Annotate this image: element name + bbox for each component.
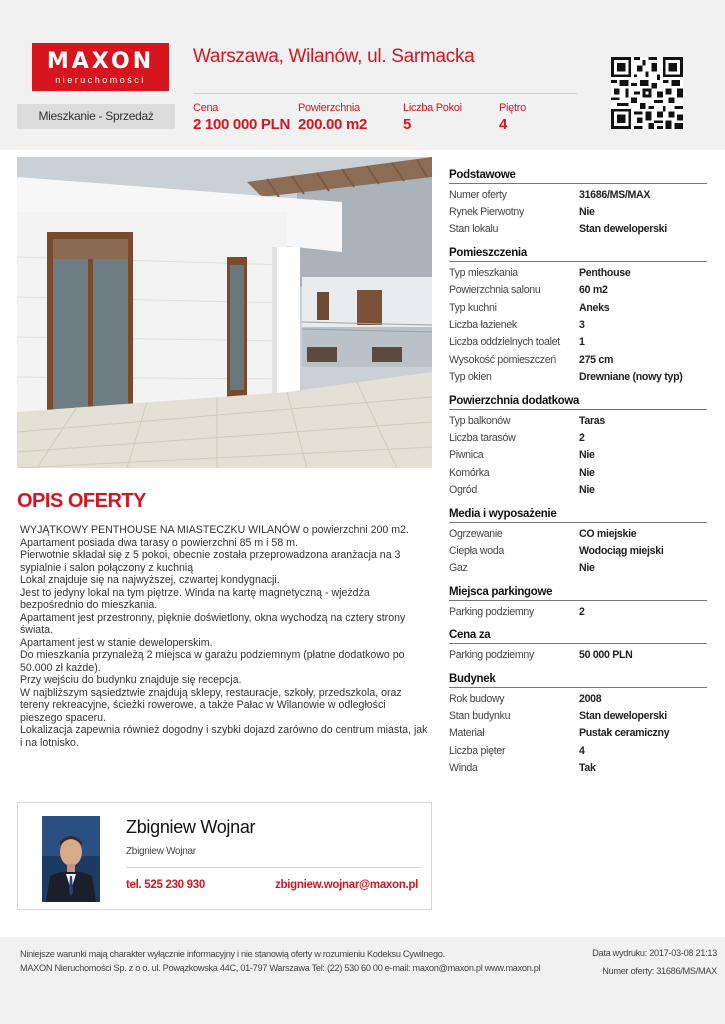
description-paragraph: Lokalizacja zapewnia również dogodny i szybki dojazd zarówno do centrum miasta, jak i na lotnisko. — [20, 724, 428, 749]
spec-row — [449, 560, 707, 577]
spec-row — [449, 412, 707, 429]
specs-section-title: Podstawowe — [449, 169, 707, 184]
stat-value: 200.00 m2 — [298, 116, 368, 133]
agent-card — [17, 802, 432, 910]
maxon-logo[interactable] — [32, 43, 169, 91]
agent-subtitle: Zbigniew Wojnar — [126, 846, 196, 857]
specs-section-title: Media i wyposażenie — [449, 508, 707, 523]
spec-row — [449, 707, 707, 724]
stat-price — [193, 102, 290, 133]
description-paragraph: Do mieszkania przynależą 2 miejsca w garażu podziemnym (płatne dodatkowo po 50.000 zł każde). — [20, 649, 405, 674]
stat-value: 5 — [403, 116, 412, 133]
spec-row — [449, 725, 707, 742]
description-paragraph: Apartament posiada dwa tarasy o powierzchni 85 m i 58 m. — [20, 536, 298, 549]
spec-key: Numer oferty — [449, 188, 507, 201]
agent-phone-link[interactable]: tel. 525 230 930 — [126, 879, 205, 891]
specs-section-title: Powierzchnia dodatkowa — [449, 395, 707, 410]
spec-row — [449, 186, 707, 203]
spec-value: 31686/MS/MAX — [579, 188, 651, 201]
stat-label: Liczba Pokoi — [403, 102, 462, 114]
footer-offer-number: Numer oferty: 31686/MS/MAX — [602, 966, 717, 976]
spec-row — [449, 203, 707, 220]
footer-company-info: MAXON Nieruchomości Sp. z o o. ul. Powązkowska 44C, 01-797 Warszawa Tel: (22) 530 60 00 e-mail: maxon@maxon.pl www.maxon.pl — [20, 963, 541, 973]
spec-key: Liczba pięter — [449, 744, 506, 757]
spec-key: Ogrzewanie — [449, 527, 503, 540]
spec-value: 2008 — [579, 692, 602, 705]
spec-row — [449, 447, 707, 464]
spec-row — [449, 221, 707, 238]
description-paragraph: Apartament jest w stanie deweloperskim. — [20, 636, 213, 649]
stat-label: Powierzchnia — [298, 102, 360, 114]
stat-area — [298, 102, 367, 133]
spec-value: Tak — [579, 762, 596, 775]
spec-row — [449, 369, 707, 386]
offer-location: Warszawa, Wilanów, ul. Sarmacka — [193, 46, 475, 67]
specs-section-title: Miejsca parkingowe — [449, 586, 707, 601]
description-paragraph: W najbliższym sąsiedztwie znajdują sklepy, restauracje, szkoły, przedszkola, oraz tereny rekreacyjne, ścieżki rowerowe, a także Pałac w Wilanowie w odległości pieszego spaceru. — [20, 686, 402, 724]
spec-row — [449, 429, 707, 446]
spec-key: Liczba tarasów — [449, 431, 516, 444]
spec-row — [449, 464, 707, 481]
spec-key: Liczba łazienek — [449, 319, 517, 332]
footer-disclaimer: Niniejsze warunki mają charakter wyłącznie informacyjny i nie stanowią oferty w rozumieniu Kodeksu Cywilnego. — [20, 949, 445, 959]
spec-key: Typ okien — [449, 371, 492, 384]
spec-value: 60 m2 — [579, 284, 608, 297]
spec-row — [449, 481, 707, 498]
header-divider — [193, 93, 577, 94]
spec-key: Liczba oddzielnych toalet — [449, 336, 560, 349]
spec-key: Parking podziemny — [449, 649, 534, 662]
spec-key: Materiał — [449, 727, 485, 740]
spec-value: Taras — [579, 414, 605, 427]
spec-key: Powierzchnia salonu — [449, 284, 541, 297]
stat-label: Piętro — [499, 102, 526, 114]
spec-value: 275 cm — [579, 353, 614, 366]
spec-row — [449, 351, 707, 368]
spec-value: 1 — [579, 336, 585, 349]
spec-value: Nie — [579, 484, 595, 497]
specs-section-title: Budynek — [449, 673, 707, 688]
spec-key: Ogród — [449, 484, 477, 497]
spec-value: Wodociąg miejski — [579, 544, 664, 557]
spec-value: Nie — [579, 562, 595, 575]
spec-key: Typ balkonów — [449, 414, 511, 427]
spec-row — [449, 316, 707, 333]
spec-key: Stan budynku — [449, 709, 511, 722]
spec-value: Stan deweloperski — [579, 709, 667, 722]
logo-subtitle: nieruchomości — [55, 75, 146, 85]
spec-value: Aneks — [579, 301, 610, 314]
spec-value: Nie — [579, 206, 595, 219]
stat-floor — [499, 102, 526, 133]
spec-key: Komórka — [449, 466, 490, 479]
offer-type-badge: Mieszkanie - Sprzedaż — [17, 104, 175, 129]
spec-value: 4 — [579, 744, 585, 757]
description-paragraph: Pierwotnie składał się z 5 pokoi, obecnie została przeprowadzona aranżacja na 3 sypialnie i salon połączony z kuchnią — [20, 549, 401, 574]
spec-value: 2 — [579, 431, 585, 444]
specs-section-title: Pomieszczenia — [449, 247, 707, 262]
spec-key: Wysokość pomieszczeń — [449, 353, 556, 366]
description-paragraph: Jest to jedyny lokal na tym piętrze. Winda na kartę magnetyczną - wjeżdża bezpośrednio do mieszkania. — [20, 586, 370, 611]
description-title: OPIS OFERTY — [17, 490, 146, 512]
description-body — [20, 524, 430, 749]
spec-row — [449, 742, 707, 759]
agent-divider — [126, 867, 421, 868]
spec-key: Parking podziemny — [449, 605, 534, 618]
spec-key: Gaz — [449, 562, 468, 575]
spec-row — [449, 525, 707, 542]
spec-row — [449, 282, 707, 299]
spec-value: Pustak ceramiczny — [579, 727, 670, 740]
spec-row — [449, 646, 707, 663]
spec-key: Typ kuchni — [449, 301, 497, 314]
spec-key: Ciepła woda — [449, 544, 505, 557]
agent-name: Zbigniew Wojnar — [126, 817, 256, 837]
property-photo[interactable] — [17, 157, 432, 468]
qr-code-icon[interactable] — [610, 57, 684, 129]
spec-row — [449, 542, 707, 559]
spec-row — [449, 264, 707, 281]
spec-value: 50 000 PLN — [579, 649, 633, 662]
stat-value: 2 100 000 PLN — [193, 116, 290, 133]
spec-value: 3 — [579, 319, 585, 332]
description-paragraph: Przy wejściu do budynku znajduje się recepcja. — [20, 674, 242, 686]
header-band — [0, 0, 725, 150]
agent-avatar — [42, 816, 100, 902]
spec-row — [449, 603, 707, 620]
spec-value: Stan deweloperski — [579, 223, 667, 236]
description-paragraph: Apartament jest przestronny, pięknie doświetlony, okna wychodzą na cztery strony świata. — [20, 611, 406, 636]
footer-print-date: Data wydruku: 2017-03-08 21:13 — [592, 948, 717, 958]
stat-rooms — [403, 102, 462, 133]
spec-value: CO miejskie — [579, 527, 637, 540]
spec-row — [449, 690, 707, 707]
spec-key: Winda — [449, 762, 478, 775]
spec-row — [449, 334, 707, 351]
spec-value: Drewniane (nowy typ) — [579, 371, 683, 384]
footer — [0, 937, 725, 1024]
spec-row — [449, 759, 707, 776]
spec-key: Piwnica — [449, 449, 484, 462]
spec-key: Stan lokalu — [449, 223, 499, 236]
spec-value: Nie — [579, 466, 595, 479]
stat-label: Cena — [193, 102, 219, 114]
spec-value: Nie — [579, 449, 595, 462]
spec-row — [449, 299, 707, 316]
stat-value: 4 — [499, 116, 508, 133]
spec-value: 2 — [579, 605, 585, 618]
spec-value: Penthouse — [579, 266, 631, 279]
logo-brand: MAXON — [46, 49, 155, 74]
description-paragraph: Lokal znajduje się na najwyższej, czwartej kondygnacji. — [20, 574, 280, 586]
spec-key: Rok budowy — [449, 692, 505, 705]
specs-section-title: Cena za — [449, 629, 707, 644]
spec-key: Typ mieszkania — [449, 266, 518, 279]
agent-email-link[interactable]: zbigniew.wojnar@maxon.pl — [275, 879, 418, 891]
specs-panel — [449, 169, 707, 777]
spec-key: Rynek Pierwotny — [449, 206, 524, 219]
description-paragraph: WYJĄTKOWY PENTHOUSE NA MIASTECZKU WILANÓW o powierzchni 200 m2. — [20, 524, 409, 536]
